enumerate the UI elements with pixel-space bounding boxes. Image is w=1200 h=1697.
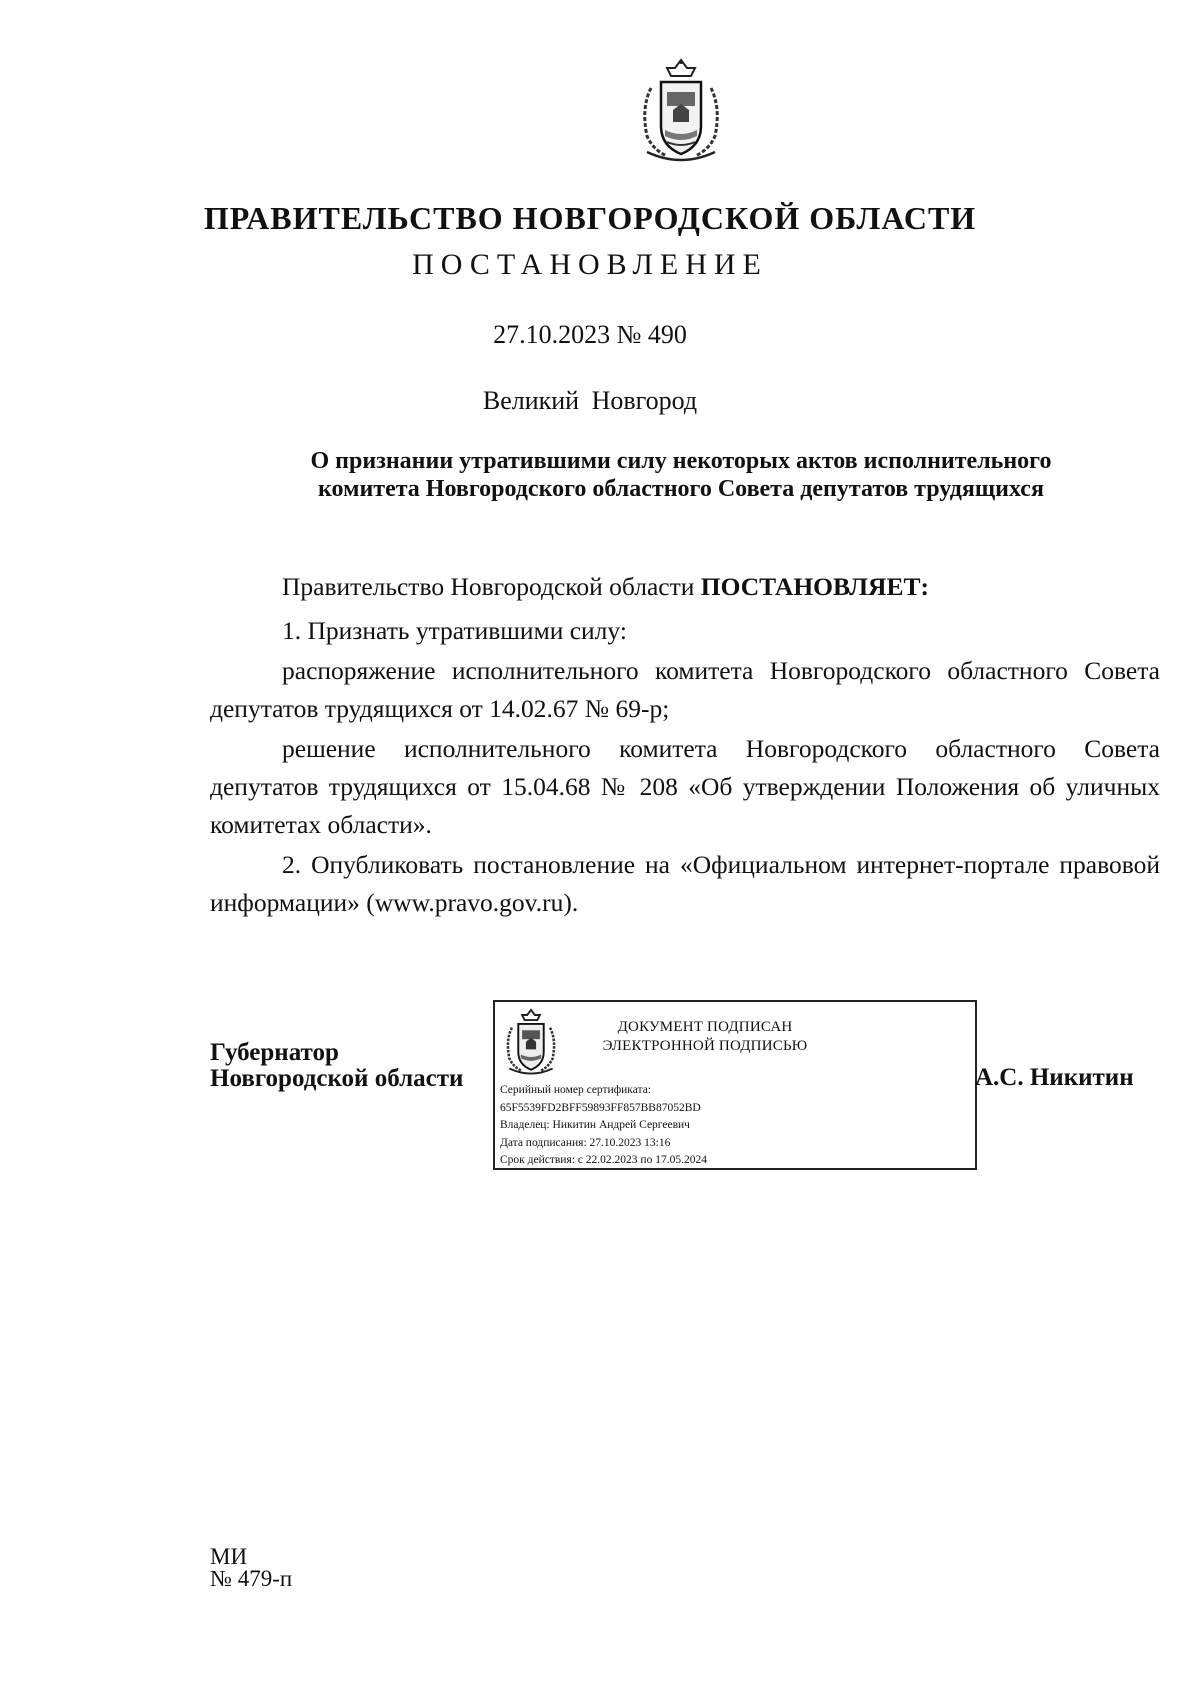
esig-heading bbox=[585, 1018, 825, 1056]
esig-validity: Срок действия: с 22.02.2023 по 17.05.2024 bbox=[500, 1154, 707, 1166]
decree-lead: Правительство Новгородской области bbox=[282, 572, 701, 601]
novgorod-coat-of-arms-icon bbox=[503, 1008, 559, 1078]
esig-heading-line-1: ДОКУМЕНТ ПОДПИСАН bbox=[617, 1019, 793, 1035]
signer-name: А.С. Никитин bbox=[975, 1064, 1134, 1091]
document-date-number: 27.10.2023 № 490 bbox=[493, 320, 687, 349]
item-1-b: решение исполнительного комитета Новгородского областного Совета депутатов трудящихся от 15.04.68 № 208 «Об утверждении Положения об уличных комитетах области». bbox=[210, 734, 1160, 839]
decree-paragraph bbox=[210, 568, 1160, 606]
government-name: ПРАВИТЕЛЬСТВО НОВГОРОДСКОЙ ОБЛАСТИ bbox=[203, 200, 977, 236]
document-city: Великий Новгород bbox=[482, 386, 698, 415]
electronic-signature-stamp bbox=[493, 1000, 977, 1170]
esig-details bbox=[500, 1082, 707, 1170]
esig-serial-label: Серийный номер сертификата: bbox=[500, 1084, 651, 1096]
item-2: 2. Опубликовать постановление на «Официальном интернет-портале правовой информации» (www.pravo.gov.ru). bbox=[210, 850, 1160, 917]
decree-word: ПОСТАНОВЛЯЕТ: bbox=[700, 572, 929, 601]
document-footer bbox=[210, 1546, 292, 1590]
esig-serial-value: 65F5539FD2BFF59893FF857BB87052BD bbox=[500, 1101, 701, 1114]
signatory-title bbox=[210, 1040, 463, 1092]
item-1: 1. Признать утратившими силу: bbox=[282, 616, 627, 645]
esig-heading-line-2: ЭЛЕКТРОННОЙ ПОДПИСЬЮ bbox=[602, 1038, 808, 1054]
signatory-title-line-1: Губернатор bbox=[210, 1039, 339, 1066]
subject-line-1: О признании утратившими силу некоторых актов исполнительного bbox=[310, 448, 1052, 474]
footer-number: № 479-п bbox=[210, 1566, 293, 1591]
footer-initials: МИ bbox=[210, 1544, 248, 1569]
novgorod-coat-of-arms-icon bbox=[637, 58, 725, 166]
signatory-title-line-2: Новгородской области bbox=[210, 1065, 464, 1092]
subject-line-2: комитета Новгородского областного Совета депутатов трудящихся bbox=[318, 476, 1044, 502]
document-body bbox=[210, 568, 1160, 924]
document-subject bbox=[180, 447, 1182, 503]
esig-signed-date: Дата подписания: 27.10.2023 13:16 bbox=[500, 1136, 671, 1149]
esig-owner: Владелец: Никитин Андрей Сергеевич bbox=[500, 1119, 690, 1131]
document-type: ПОСТАНОВЛЕНИЕ bbox=[412, 248, 768, 281]
item-1-a: распоряжение исполнительного комитета Новгородского областного Совета депутатов трудящихся от 14.02.67 № 69-р; bbox=[210, 656, 1160, 723]
